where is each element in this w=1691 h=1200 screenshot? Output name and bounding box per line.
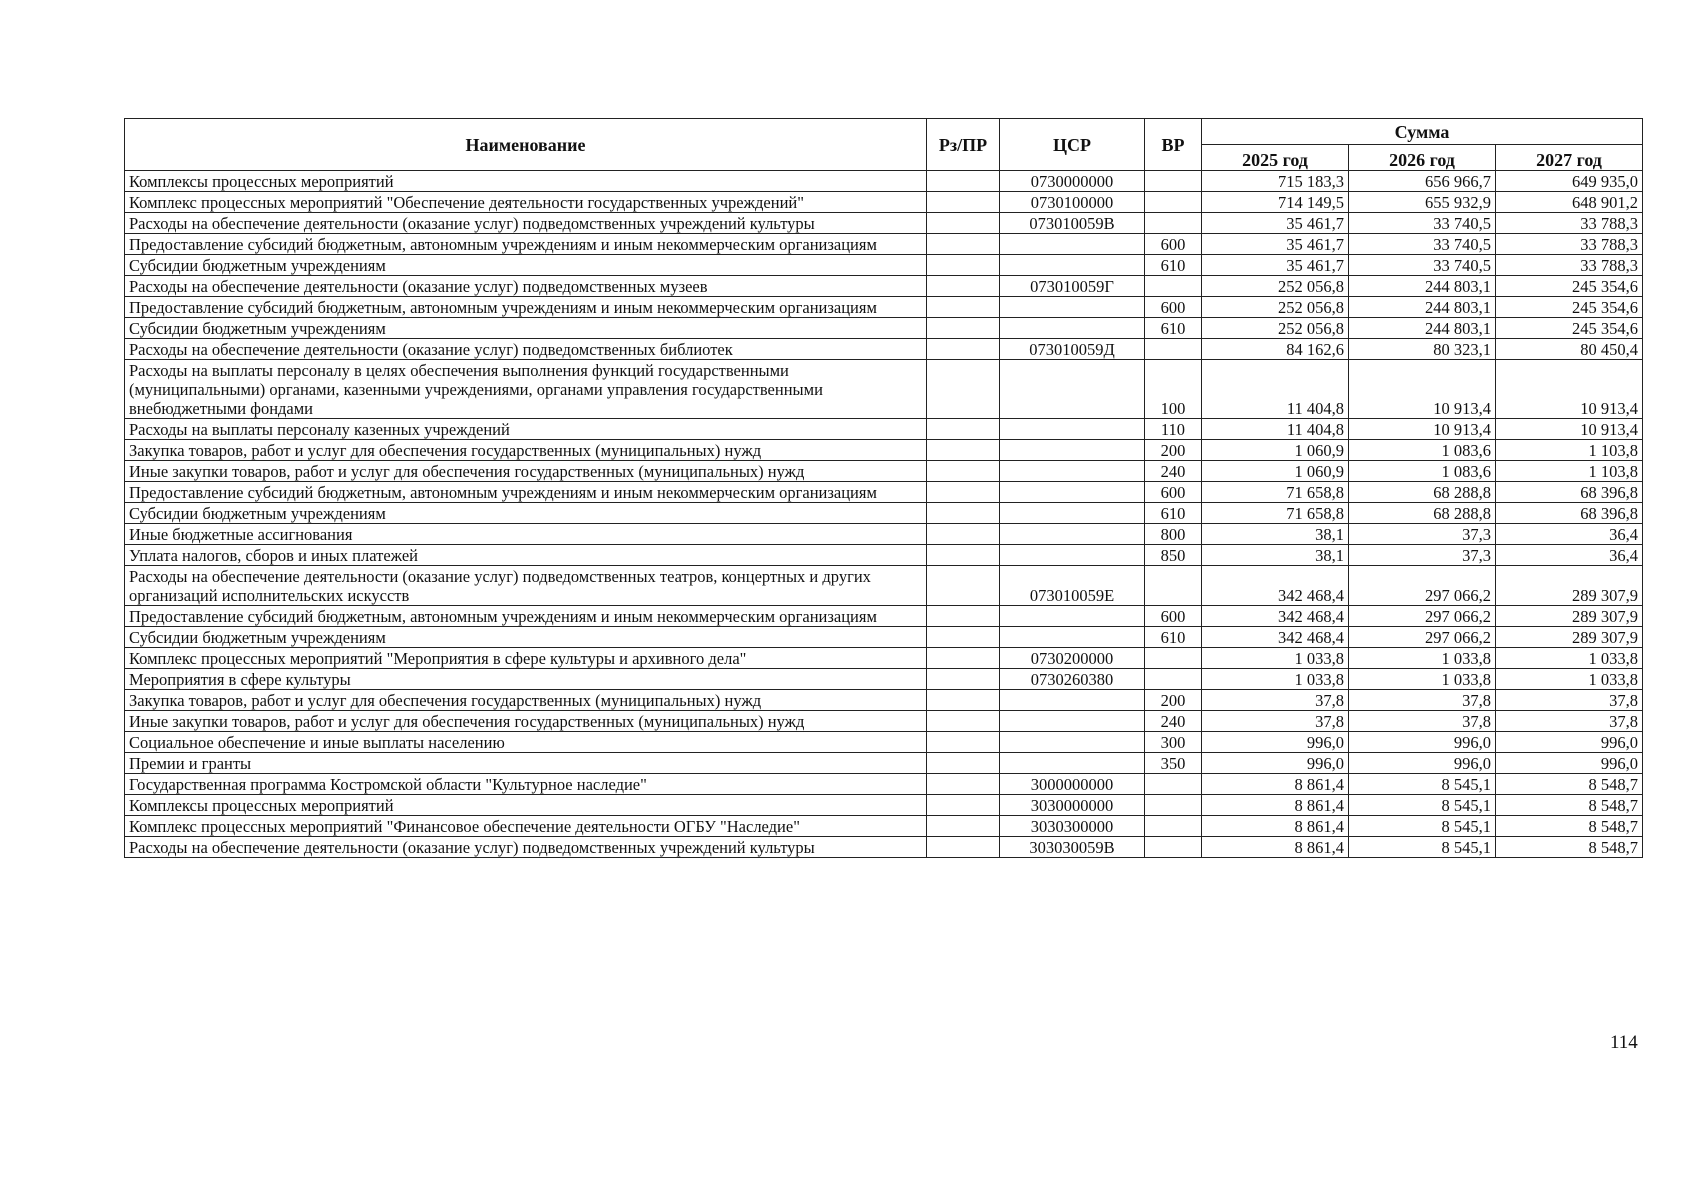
cell-vr <box>1145 339 1202 360</box>
cell-2025: 35 461,7 <box>1202 255 1349 276</box>
header-year-2025: 2025 год <box>1202 145 1349 171</box>
cell-2026: 37,8 <box>1349 711 1496 732</box>
cell-2027: 36,4 <box>1496 524 1643 545</box>
cell-2025: 71 658,8 <box>1202 482 1349 503</box>
cell-name: Расходы на обеспечение деятельности (оказание услуг) подведомственных музеев <box>125 276 927 297</box>
cell-vr <box>1145 171 1202 192</box>
cell-2025: 38,1 <box>1202 545 1349 566</box>
cell-name: Предоставление субсидий бюджетным, автономным учреждениям и иным некоммерческим организациям <box>125 297 927 318</box>
cell-name: Комплекс процессных мероприятий "Обеспечение деятельности государственных учреждений" <box>125 192 927 213</box>
cell-2027: 1 103,8 <box>1496 461 1643 482</box>
table-row <box>125 837 1643 858</box>
table-row <box>125 566 1643 606</box>
cell-vr: 240 <box>1145 461 1202 482</box>
cell-csr: 073010059Г <box>1000 276 1145 297</box>
cell-vr: 110 <box>1145 419 1202 440</box>
cell-2027: 33 788,3 <box>1496 255 1643 276</box>
table-row <box>125 669 1643 690</box>
cell-2026: 8 545,1 <box>1349 774 1496 795</box>
cell-2027: 36,4 <box>1496 545 1643 566</box>
cell-rzpr <box>927 627 1000 648</box>
table-row <box>125 753 1643 774</box>
cell-2025: 996,0 <box>1202 753 1349 774</box>
cell-csr <box>1000 461 1145 482</box>
cell-name: Закупка товаров, работ и услуг для обеспечения государственных (муниципальных) нужд <box>125 440 927 461</box>
table-row <box>125 255 1643 276</box>
cell-vr: 610 <box>1145 255 1202 276</box>
cell-vr: 800 <box>1145 524 1202 545</box>
cell-2025: 38,1 <box>1202 524 1349 545</box>
cell-csr <box>1000 255 1145 276</box>
cell-name: Социальное обеспечение и иные выплаты населению <box>125 732 927 753</box>
cell-rzpr <box>927 503 1000 524</box>
cell-2027: 245 354,6 <box>1496 318 1643 339</box>
table-row <box>125 440 1643 461</box>
cell-2027: 245 354,6 <box>1496 297 1643 318</box>
header-csr: ЦСР <box>1000 119 1145 171</box>
cell-csr <box>1000 503 1145 524</box>
table-row <box>125 711 1643 732</box>
cell-vr <box>1145 566 1202 606</box>
cell-csr <box>1000 753 1145 774</box>
cell-vr: 300 <box>1145 732 1202 753</box>
cell-name: Мероприятия в сфере культуры <box>125 669 927 690</box>
cell-2025: 996,0 <box>1202 732 1349 753</box>
cell-2025: 71 658,8 <box>1202 503 1349 524</box>
cell-csr <box>1000 732 1145 753</box>
header-vr: ВР <box>1145 119 1202 171</box>
cell-csr <box>1000 606 1145 627</box>
budget-sheet <box>124 118 1642 858</box>
cell-csr <box>1000 234 1145 255</box>
header-year-2027: 2027 год <box>1496 145 1643 171</box>
cell-name: Расходы на выплаты персоналу казенных учреждений <box>125 419 927 440</box>
cell-2025: 37,8 <box>1202 711 1349 732</box>
cell-vr <box>1145 213 1202 234</box>
cell-csr: 3000000000 <box>1000 774 1145 795</box>
cell-rzpr <box>927 339 1000 360</box>
table-row <box>125 732 1643 753</box>
cell-2025: 252 056,8 <box>1202 297 1349 318</box>
cell-csr <box>1000 690 1145 711</box>
cell-csr: 3030300000 <box>1000 816 1145 837</box>
cell-2027: 1 103,8 <box>1496 440 1643 461</box>
cell-csr: 0730000000 <box>1000 171 1145 192</box>
cell-name: Закупка товаров, работ и услуг для обеспечения государственных (муниципальных) нужд <box>125 690 927 711</box>
cell-rzpr <box>927 419 1000 440</box>
cell-2025: 35 461,7 <box>1202 213 1349 234</box>
cell-name: Комплекс процессных мероприятий "Мероприятия в сфере культуры и архивного дела" <box>125 648 927 669</box>
cell-vr: 200 <box>1145 440 1202 461</box>
cell-2027: 33 788,3 <box>1496 234 1643 255</box>
cell-2027: 37,8 <box>1496 711 1643 732</box>
cell-rzpr <box>927 753 1000 774</box>
cell-2026: 10 913,4 <box>1349 360 1496 419</box>
cell-csr: 073010059Е <box>1000 566 1145 606</box>
cell-rzpr <box>927 440 1000 461</box>
cell-2025: 8 861,4 <box>1202 816 1349 837</box>
cell-csr <box>1000 318 1145 339</box>
table-row <box>125 318 1643 339</box>
table-row <box>125 461 1643 482</box>
cell-csr <box>1000 524 1145 545</box>
cell-2027: 37,8 <box>1496 690 1643 711</box>
cell-vr: 600 <box>1145 297 1202 318</box>
cell-name: Расходы на обеспечение деятельности (оказание услуг) подведомственных учреждений культуры <box>125 213 927 234</box>
cell-2026: 68 288,8 <box>1349 503 1496 524</box>
cell-name: Иные закупки товаров, работ и услуг для обеспечения государственных (муниципальных) нужд <box>125 711 927 732</box>
cell-2026: 244 803,1 <box>1349 297 1496 318</box>
cell-2027: 68 396,8 <box>1496 482 1643 503</box>
header-rzpr: Рз/ПР <box>927 119 1000 171</box>
cell-rzpr <box>927 648 1000 669</box>
cell-name: Премии и гранты <box>125 753 927 774</box>
table-row <box>125 690 1643 711</box>
cell-2026: 244 803,1 <box>1349 318 1496 339</box>
table-row <box>125 627 1643 648</box>
cell-name: Комплексы процессных мероприятий <box>125 795 927 816</box>
cell-2027: 33 788,3 <box>1496 213 1643 234</box>
cell-2026: 297 066,2 <box>1349 566 1496 606</box>
cell-rzpr <box>927 524 1000 545</box>
cell-vr: 350 <box>1145 753 1202 774</box>
cell-2027: 8 548,7 <box>1496 837 1643 858</box>
cell-2026: 1 033,8 <box>1349 669 1496 690</box>
cell-2025: 35 461,7 <box>1202 234 1349 255</box>
cell-2025: 252 056,8 <box>1202 318 1349 339</box>
cell-2025: 84 162,6 <box>1202 339 1349 360</box>
cell-name: Иные бюджетные ассигнования <box>125 524 927 545</box>
cell-rzpr <box>927 213 1000 234</box>
cell-rzpr <box>927 774 1000 795</box>
page-number: 114 <box>1610 1032 1638 1053</box>
table-row <box>125 816 1643 837</box>
cell-csr: 0730200000 <box>1000 648 1145 669</box>
cell-csr: 073010059В <box>1000 213 1145 234</box>
table-header <box>125 119 1643 171</box>
header-sum: Сумма <box>1202 119 1643 145</box>
cell-rzpr <box>927 318 1000 339</box>
cell-2027: 10 913,4 <box>1496 419 1643 440</box>
table-row <box>125 339 1643 360</box>
cell-2026: 33 740,5 <box>1349 255 1496 276</box>
cell-2025: 1 060,9 <box>1202 461 1349 482</box>
cell-rzpr <box>927 545 1000 566</box>
cell-2025: 1 060,9 <box>1202 440 1349 461</box>
cell-name: Субсидии бюджетным учреждениям <box>125 318 927 339</box>
cell-2026: 37,3 <box>1349 545 1496 566</box>
cell-vr <box>1145 795 1202 816</box>
cell-name: Предоставление субсидий бюджетным, автономным учреждениям и иным некоммерческим организациям <box>125 234 927 255</box>
cell-2026: 655 932,9 <box>1349 192 1496 213</box>
cell-vr <box>1145 837 1202 858</box>
cell-rzpr <box>927 276 1000 297</box>
table-row <box>125 297 1643 318</box>
cell-vr: 850 <box>1145 545 1202 566</box>
cell-2026: 244 803,1 <box>1349 276 1496 297</box>
cell-2027: 1 033,8 <box>1496 669 1643 690</box>
cell-csr <box>1000 419 1145 440</box>
table-row <box>125 234 1643 255</box>
cell-rzpr <box>927 606 1000 627</box>
cell-vr: 610 <box>1145 503 1202 524</box>
cell-2025: 1 033,8 <box>1202 648 1349 669</box>
cell-rzpr <box>927 482 1000 503</box>
cell-2027: 80 450,4 <box>1496 339 1643 360</box>
table-row <box>125 419 1643 440</box>
cell-2027: 996,0 <box>1496 753 1643 774</box>
cell-rzpr <box>927 816 1000 837</box>
cell-2025: 342 468,4 <box>1202 566 1349 606</box>
cell-vr: 600 <box>1145 482 1202 503</box>
cell-name: Субсидии бюджетным учреждениям <box>125 255 927 276</box>
cell-csr <box>1000 297 1145 318</box>
cell-csr <box>1000 482 1145 503</box>
cell-rzpr <box>927 711 1000 732</box>
cell-name: Расходы на выплаты персоналу в целях обеспечения выполнения функций государственными (муниципальными) органами, казенными учреждениями, органами управления государственными внебюджетными фондами <box>125 360 927 419</box>
cell-2025: 8 861,4 <box>1202 774 1349 795</box>
cell-rzpr <box>927 360 1000 419</box>
cell-2025: 11 404,8 <box>1202 419 1349 440</box>
cell-2026: 1 033,8 <box>1349 648 1496 669</box>
cell-2027: 996,0 <box>1496 732 1643 753</box>
cell-2027: 245 354,6 <box>1496 276 1643 297</box>
cell-rzpr <box>927 566 1000 606</box>
cell-2025: 37,8 <box>1202 690 1349 711</box>
header-year-2026: 2026 год <box>1349 145 1496 171</box>
table-row <box>125 192 1643 213</box>
cell-csr <box>1000 627 1145 648</box>
table-row <box>125 795 1643 816</box>
cell-2027: 1 033,8 <box>1496 648 1643 669</box>
cell-csr <box>1000 545 1145 566</box>
cell-2027: 648 901,2 <box>1496 192 1643 213</box>
table-row <box>125 524 1643 545</box>
table-row <box>125 171 1643 192</box>
cell-csr: 0730260380 <box>1000 669 1145 690</box>
cell-2026: 996,0 <box>1349 732 1496 753</box>
table-row <box>125 648 1643 669</box>
cell-2026: 37,8 <box>1349 690 1496 711</box>
table-row <box>125 213 1643 234</box>
budget-table <box>124 118 1643 858</box>
cell-2026: 996,0 <box>1349 753 1496 774</box>
cell-2025: 342 468,4 <box>1202 627 1349 648</box>
cell-rzpr <box>927 255 1000 276</box>
cell-rzpr <box>927 732 1000 753</box>
cell-vr: 100 <box>1145 360 1202 419</box>
cell-rzpr <box>927 192 1000 213</box>
cell-name: Комплексы процессных мероприятий <box>125 171 927 192</box>
cell-name: Предоставление субсидий бюджетным, автономным учреждениям и иным некоммерческим организациям <box>125 482 927 503</box>
cell-2025: 1 033,8 <box>1202 669 1349 690</box>
cell-vr <box>1145 816 1202 837</box>
cell-name: Уплата налогов, сборов и иных платежей <box>125 545 927 566</box>
cell-2027: 68 396,8 <box>1496 503 1643 524</box>
cell-name: Субсидии бюджетным учреждениям <box>125 627 927 648</box>
cell-vr <box>1145 669 1202 690</box>
cell-2026: 80 323,1 <box>1349 339 1496 360</box>
cell-2027: 289 307,9 <box>1496 566 1643 606</box>
cell-2025: 11 404,8 <box>1202 360 1349 419</box>
cell-2026: 33 740,5 <box>1349 213 1496 234</box>
cell-vr: 600 <box>1145 606 1202 627</box>
cell-csr <box>1000 711 1145 732</box>
table-body <box>125 171 1643 858</box>
cell-name: Государственная программа Костромской области "Культурное наследие" <box>125 774 927 795</box>
cell-2027: 289 307,9 <box>1496 627 1643 648</box>
cell-name: Комплекс процессных мероприятий "Финансовое обеспечение деятельности ОГБУ "Наследие" <box>125 816 927 837</box>
cell-2026: 33 740,5 <box>1349 234 1496 255</box>
table-row <box>125 774 1643 795</box>
cell-2026: 297 066,2 <box>1349 627 1496 648</box>
cell-2026: 1 083,6 <box>1349 440 1496 461</box>
cell-2027: 289 307,9 <box>1496 606 1643 627</box>
cell-csr: 3030000000 <box>1000 795 1145 816</box>
cell-2026: 8 545,1 <box>1349 795 1496 816</box>
cell-vr: 610 <box>1145 627 1202 648</box>
cell-2026: 297 066,2 <box>1349 606 1496 627</box>
cell-vr: 240 <box>1145 711 1202 732</box>
table-row <box>125 360 1643 419</box>
table-row <box>125 276 1643 297</box>
cell-2025: 8 861,4 <box>1202 795 1349 816</box>
cell-2026: 8 545,1 <box>1349 837 1496 858</box>
cell-name: Субсидии бюджетным учреждениям <box>125 503 927 524</box>
cell-vr <box>1145 192 1202 213</box>
cell-2025: 342 468,4 <box>1202 606 1349 627</box>
cell-2025: 714 149,5 <box>1202 192 1349 213</box>
cell-vr <box>1145 276 1202 297</box>
cell-csr <box>1000 440 1145 461</box>
cell-csr: 303030059В <box>1000 837 1145 858</box>
cell-name: Иные закупки товаров, работ и услуг для обеспечения государственных (муниципальных) нужд <box>125 461 927 482</box>
cell-2025: 252 056,8 <box>1202 276 1349 297</box>
cell-rzpr <box>927 297 1000 318</box>
cell-vr <box>1145 648 1202 669</box>
cell-2026: 10 913,4 <box>1349 419 1496 440</box>
cell-rzpr <box>927 171 1000 192</box>
cell-name: Расходы на обеспечение деятельности (оказание услуг) подведомственных театров, концертных и других организаций исполнительских искусств <box>125 566 927 606</box>
cell-2026: 656 966,7 <box>1349 171 1496 192</box>
cell-2026: 1 083,6 <box>1349 461 1496 482</box>
cell-2025: 8 861,4 <box>1202 837 1349 858</box>
cell-2026: 37,3 <box>1349 524 1496 545</box>
table-row <box>125 545 1643 566</box>
cell-2027: 649 935,0 <box>1496 171 1643 192</box>
table-row <box>125 503 1643 524</box>
header-name: Наименование <box>125 119 927 171</box>
cell-vr: 610 <box>1145 318 1202 339</box>
cell-rzpr <box>927 690 1000 711</box>
cell-name: Предоставление субсидий бюджетным, автономным учреждениям и иным некоммерческим организациям <box>125 606 927 627</box>
cell-csr: 073010059Д <box>1000 339 1145 360</box>
cell-rzpr <box>927 669 1000 690</box>
cell-2027: 8 548,7 <box>1496 774 1643 795</box>
cell-rzpr <box>927 234 1000 255</box>
cell-rzpr <box>927 837 1000 858</box>
cell-2025: 715 183,3 <box>1202 171 1349 192</box>
cell-vr <box>1145 774 1202 795</box>
cell-vr: 200 <box>1145 690 1202 711</box>
cell-csr: 0730100000 <box>1000 192 1145 213</box>
cell-2026: 8 545,1 <box>1349 816 1496 837</box>
cell-2027: 10 913,4 <box>1496 360 1643 419</box>
table-row <box>125 606 1643 627</box>
cell-name: Расходы на обеспечение деятельности (оказание услуг) подведомственных учреждений культуры <box>125 837 927 858</box>
cell-2027: 8 548,7 <box>1496 816 1643 837</box>
cell-vr: 600 <box>1145 234 1202 255</box>
table-row <box>125 482 1643 503</box>
cell-rzpr <box>927 795 1000 816</box>
cell-csr <box>1000 360 1145 419</box>
cell-name: Расходы на обеспечение деятельности (оказание услуг) подведомственных библиотек <box>125 339 927 360</box>
cell-rzpr <box>927 461 1000 482</box>
cell-2026: 68 288,8 <box>1349 482 1496 503</box>
cell-2027: 8 548,7 <box>1496 795 1643 816</box>
